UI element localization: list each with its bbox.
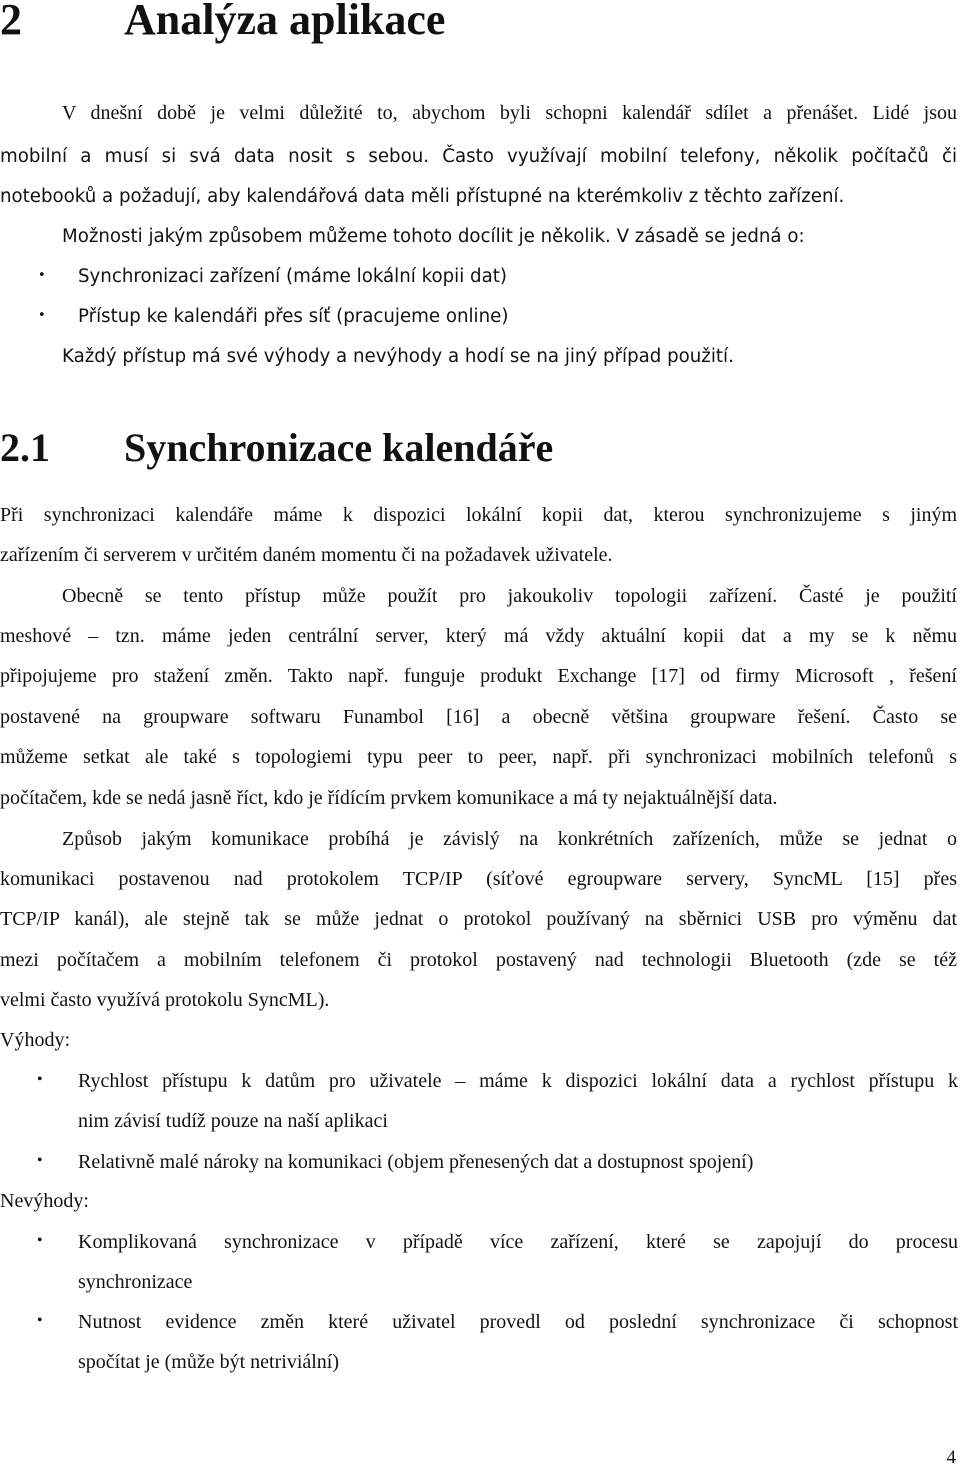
intro-line: V dnešní době je velmi důležité to, abychom byli schopni kalendář sdílet a přenášet. Lidé jsou (62, 102, 957, 124)
body-line: mezi počítačem a mobilním telefonem či protokol postavený nad technologii Bluetooth (zde se též (0, 949, 957, 971)
body-line: zařízením či serverem v určitém daném momentu či na požadavek uživatele. (0, 544, 613, 566)
body-line: Způsob jakým komunikace probíhá je závislý na konkrétních zařízeních, může se jednat o (62, 828, 957, 850)
list-item-continuation: synchronizace (78, 1271, 193, 1293)
intro-paragraph: Možnosti jakým způsobem můžeme tohoto docílit je několik. V zásadě se jedná o: (62, 226, 805, 247)
body-line: velmi často využívá protokolu SyncML). (0, 989, 330, 1011)
section-heading (0, 424, 553, 471)
chapter-title: Analýza aplikace (124, 0, 446, 44)
body-line: komunikaci postavenou nad protokolem TCP/IP (síťové egroupware servery, SyncML [15] přes (0, 868, 957, 890)
list-item: Rychlost přístupu k datům pro uživatele – máme k dispozici lokální data a rychlost přístupu k (78, 1070, 958, 1092)
disadvantages-label: Nevýhody: (0, 1190, 89, 1212)
body-line: připojujeme pro stažení změn. Takto např. funguje produkt Exchange [17] od firmy Microsoft , řešení (0, 665, 957, 687)
body-line: můžeme setkat ale také s topologiemi typu peer to peer, např. při synchronizaci mobilních telefonů s (0, 746, 957, 768)
body-line: počítačem, kde se nedá jasně říct, kdo je řídícím prvkem komunikace a má ty nejaktuálnější data. (0, 787, 778, 809)
page-number: 4 (946, 1447, 956, 1468)
intro-paragraph: Každý přístup má své výhody a nevýhody a hodí se na jiný případ použití. (62, 346, 734, 367)
section-number: 2.1 (0, 425, 50, 470)
bullet-marker: • (37, 1232, 43, 1249)
bullet-marker: • (37, 1071, 43, 1088)
list-item-continuation: nim závisí tudíž pouze na naší aplikaci (78, 1110, 388, 1132)
bullet-marker: • (37, 1152, 43, 1169)
bullet-marker: • (38, 308, 46, 323)
intro-line: mobilní a musí si svá data nosit s sebou. Často využívají mobilní telefony, několik počítačů či (0, 146, 957, 167)
chapter-number: 2 (0, 0, 22, 44)
list-item-continuation: spočítat je (může být netriviální) (78, 1351, 340, 1373)
body-line: Obecně se tento přístup může použít pro jakoukoliv topologii zařízení. Časté je použití (62, 585, 957, 607)
body-line: TCP/IP kanál), ale stejně tak se může jednat o protokol používaný na sběrnici USB pro výměnu dat (0, 908, 957, 930)
body-line: postavené na groupware softwaru Funambol [16] a obecně většina groupware řešení. Často se (0, 706, 957, 728)
bullet-marker: • (37, 1312, 43, 1329)
bullet-marker: • (38, 268, 46, 283)
list-item: Komplikovaná synchronizace v případě více zařízení, které se zapojují do procesu (78, 1231, 958, 1253)
advantages-label: Výhody: (0, 1029, 70, 1051)
body-line: Při synchronizaci kalendáře máme k dispozici lokální kopii dat, kterou synchronizujeme s jiným (0, 504, 957, 526)
list-item: Přístup ke kalendáři přes síť (pracujeme online) (78, 306, 509, 327)
body-line: meshové – tzn. máme jeden centrální server, který má vždy aktuální kopii dat a my se k němu (0, 625, 957, 647)
section-title: Synchronizace kalendáře (124, 425, 554, 470)
chapter-heading (0, 0, 445, 45)
list-item: Nutnost evidence změn které uživatel provedl od poslední synchronizace či schopnost (78, 1311, 958, 1333)
list-item: Synchronizaci zařízení (máme lokální kopii dat) (78, 266, 507, 287)
list-item: Relativně malé nároky na komunikaci (objem přenesených dat a dostupnost spojení) (78, 1151, 754, 1173)
intro-line: notebooků a požadují, aby kalendářová data měli přístupné na kterémkoliv z těchto zařízení. (0, 186, 845, 207)
